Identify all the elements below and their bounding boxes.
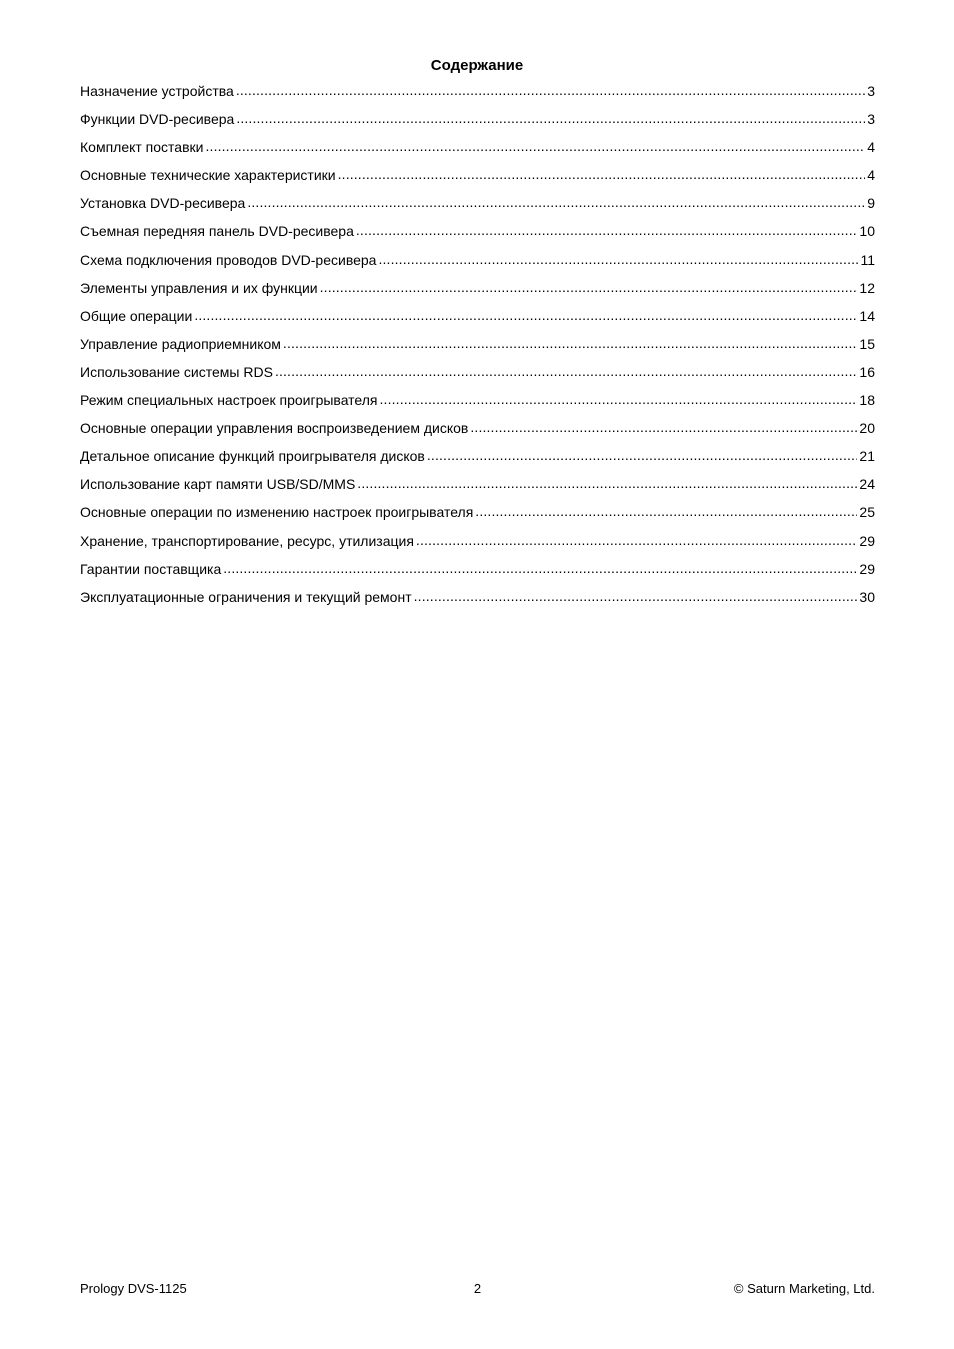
toc-entry-label: Функции DVD-ресивера: [80, 111, 235, 128]
toc-entry-page: 12: [859, 279, 875, 296]
toc-dot-leader: [357, 475, 857, 489]
toc-entry-label: Съемная передняя панель DVD-ресивера: [80, 223, 354, 240]
toc-dot-leader: [414, 588, 858, 602]
toc-dot-leader: [236, 110, 865, 124]
toc-entry-label: Хранение, транспортирование, ресурс, утилизация: [80, 532, 414, 549]
toc-entry[interactable]: [80, 418, 875, 446]
toc-entry[interactable]: [80, 81, 875, 109]
toc-entry[interactable]: [80, 109, 875, 137]
toc-entry-page: 4: [867, 139, 875, 156]
toc-entry-page: 18: [859, 392, 875, 409]
toc-entry-label: Комплект поставки: [80, 139, 204, 156]
toc-entry-label: Элементы управления и их функции: [80, 279, 318, 296]
toc-entry-page: 11: [860, 251, 875, 268]
footer-page-number: 2: [473, 1281, 482, 1296]
toc-entry[interactable]: [80, 278, 875, 306]
toc-entry-page: 16: [859, 363, 875, 380]
toc-dot-leader: [380, 391, 858, 405]
toc-entry[interactable]: [80, 193, 875, 221]
toc-entry-label: Гарантии поставщика: [80, 560, 222, 577]
toc-entry[interactable]: [80, 531, 875, 559]
toc-entry-label: Установка DVD-ресивера: [80, 195, 246, 212]
footer-copyright: © Saturn Marketing, Ltd.: [733, 1281, 875, 1296]
toc-entry-label: Управление радиоприемником: [80, 335, 281, 352]
table-of-contents: [80, 81, 875, 615]
toc-entry-page: 21: [859, 448, 875, 465]
toc-entry-page: 24: [859, 476, 875, 493]
toc-entry-page: 29: [859, 532, 875, 549]
toc-title: Содержание: [430, 57, 524, 74]
toc-entry[interactable]: [80, 587, 875, 615]
toc-dot-leader: [223, 560, 857, 574]
toc-entry[interactable]: [80, 334, 875, 362]
toc-entry-label: Использование карт памяти USB/SD/MMS: [80, 476, 356, 493]
toc-entry[interactable]: [80, 306, 875, 334]
toc-entry-label: Детальное описание функций проигрывателя дисков: [80, 448, 425, 465]
toc-entry[interactable]: [80, 390, 875, 418]
toc-dot-leader: [338, 166, 866, 180]
toc-entry-page: 29: [859, 560, 875, 577]
toc-entry[interactable]: [80, 250, 875, 278]
toc-dot-leader: [378, 251, 858, 265]
toc-entry[interactable]: [80, 502, 875, 530]
toc-entry-page: 4: [867, 167, 875, 184]
toc-dot-leader: [283, 335, 858, 349]
toc-entry-page: 3: [867, 83, 875, 99]
toc-entry-page: 30: [859, 588, 875, 605]
toc-entry-page: 15: [859, 335, 875, 352]
footer-product-name: Prology DVS-1125: [80, 1281, 187, 1296]
toc-entry-label: Режим специальных настроек проигрывателя: [80, 392, 378, 409]
toc-dot-leader: [356, 222, 858, 236]
toc-entry-label: Основные операции по изменению настроек проигрывателя: [80, 504, 474, 521]
toc-entry-page: 9: [867, 195, 875, 212]
toc-entry-label: Схема подключения проводов DVD-ресивера: [80, 251, 377, 268]
toc-entry-label: Использование системы RDS: [80, 363, 273, 380]
toc-entry-label: Эксплуатационные ограничения и текущий ремонт: [80, 588, 412, 605]
toc-entry[interactable]: [80, 362, 875, 390]
toc-entry[interactable]: [80, 221, 875, 249]
toc-entry-label: Назначение устройства: [80, 83, 234, 99]
toc-entry-page: 10: [859, 223, 875, 240]
toc-dot-leader: [275, 363, 857, 377]
toc-entry-page: 14: [859, 307, 875, 324]
toc-entry-page: 20: [859, 420, 875, 437]
page-footer: [80, 1281, 875, 1299]
toc-dot-leader: [470, 419, 857, 433]
toc-entry[interactable]: [80, 446, 875, 474]
toc-entry-label: Общие операции: [80, 307, 193, 324]
toc-dot-leader: [247, 194, 865, 208]
toc-entry[interactable]: [80, 165, 875, 193]
toc-dot-leader: [320, 279, 858, 293]
toc-entry[interactable]: [80, 137, 875, 165]
toc-entry-page: 3: [867, 111, 875, 128]
toc-entry-page: 25: [859, 504, 875, 521]
toc-dot-leader: [427, 447, 858, 461]
toc-dot-leader: [475, 503, 857, 517]
toc-dot-leader: [236, 82, 865, 96]
toc-entry[interactable]: [80, 474, 875, 502]
toc-entry-label: Основные операции управления воспроизведением дисков: [80, 420, 469, 437]
toc-dot-leader: [205, 138, 865, 152]
toc-entry[interactable]: [80, 559, 875, 587]
toc-dot-leader: [416, 532, 858, 546]
toc-dot-leader: [194, 307, 857, 321]
toc-entry-label: Основные технические характеристики: [80, 167, 336, 184]
